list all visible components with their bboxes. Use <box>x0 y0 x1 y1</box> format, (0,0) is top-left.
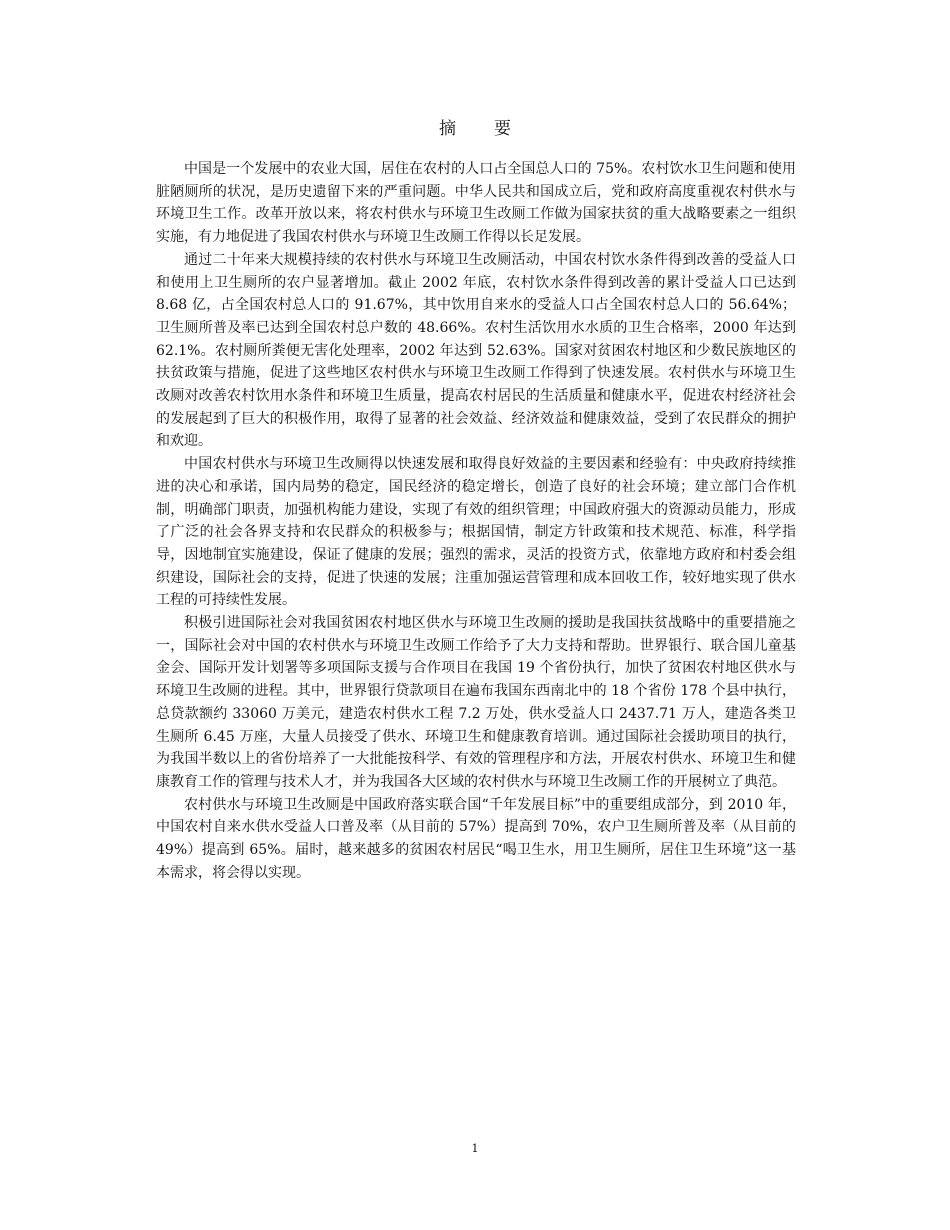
abstract-paragraph-4: 积极引进国际社会对我国贫困农村地区供水与环境卫生改厕的援助是我国扶贫战略中的重要措施之一，国际社会对中国的农村供水与环境卫生改厕工作给予了大力支持和帮助。世界银行、联合国儿童基金会、国际开发计划署等多项国际支援与合作项目在我国 19 个省份执行，加快了贫困农村地区供水与环境卫生改厕的进程。其中，世界银行贷款项目在遍布我国东西南北中的 18 个省份 178 个县中执行，总贷款额约 33060 万美元，建造农村供水工程 7.2 万处，供水受益人口 2437.71 万人，建造各类卫生厕所 6.45 万座，大量人员接受了供水、环境卫生和健康教育培训。通过国际社会援助项目的执行，为我国半数以上的省份培养了一大批能按科学、有效的管理程序和方法，开展农村供水、环境卫生和健康教育工作的管理与技术人才，并为我国各大区域的农村供水与环境卫生改厕工作的开展树立了典范。 <box>156 615 796 790</box>
abstract-paragraph-5: 农村供水与环境卫生改厕是中国政府落实联合国“千年发展目标”中的重要组成部分，到 2010 年，中国农村自来水供水受益人口普及率（从目前的 57%）提高到 70%，农户卫生厕所普及率（从目前的 49%）提高到 65%。届时，越来越多的贫困农村居民“喝卫生水，用卫生厕所，居住卫生环境”这一基本需求，将会得以实现。 <box>156 796 796 881</box>
abstract-body <box>156 158 796 885</box>
page-title: 摘要 <box>439 119 549 139</box>
abstract-paragraph-3: 中国农村供水与环境卫生改厕得以快速发展和取得良好效益的主要因素和经验有：中央政府持续推进的决心和承诺，国内局势的稳定，国民经济的稳定增长，创造了良好的社会环境；建立部门合作机制，明确部门职责，加强机构能力建设，实现了有效的组织管理；中国政府强大的资源动员能力，形成了广泛的社会各界支持和农民群众的积极参与；根据国情，制定方针政策和技术规范、标准，科学指导，因地制宜实施建设，保证了健康的发展；强烈的需求，灵活的投资方式，依靠地方政府和村委会组织建设，国际社会的支持，促进了快速的发展；注重加强运营管理和成本回收工作，较好地实现了供水工程的可持续性发展。 <box>156 456 796 609</box>
abstract-paragraph-2: 通过二十年来大规模持续的农村供水与环境卫生改厕活动，中国农村饮水条件得到改善的受益人口和使用上卫生厕所的农户显著增加。截止 2002 年底，农村饮水条件得到改善的累计受益人口已达到 8.68 亿，占全国农村总人口的 91.67%，其中饮用自来水的受益人口占全国农村总人口的 56.64%；卫生厕所普及率已达到全国农村总户数的 48.66%。农村生活饮用水水质的卫生合格率，2000 年达到 62.1%。农村厕所粪便无害化处理率，2002 年达到 52.63%。国家对贫困农村地区和少数民族地区的扶贫政策与措施，促进了这些地区农村供水与环境卫生改厕工作得到了快速发展。农村供水与环境卫生改厕对改善农村饮用水条件和环境卫生质量，提高农村居民的生活质量和健康水平，促进农村经济社会的发展起到了巨大的积极作用，取得了显著的社会效益、经济效益和健康效益，受到了农民群众的拥护和欢迎。 <box>156 251 796 450</box>
abstract-paragraph-1: 中国是一个发展中的农业大国，居住在农村的人口占全国总人口的 75%。农村饮水卫生问题和使用脏陋厕所的状况，是历史遗留下来的严重问题。中华人民共和国成立后，党和政府高度重视农村供水与环境卫生工作。改革开放以来，将农村供水与环境卫生改厕工作做为国家扶贫的重大战略要素之一组织实施，有力地促进了我国农村供水与环境卫生改厕工作得以长足发展。 <box>156 161 796 246</box>
page-number: 1 <box>471 1142 479 1155</box>
